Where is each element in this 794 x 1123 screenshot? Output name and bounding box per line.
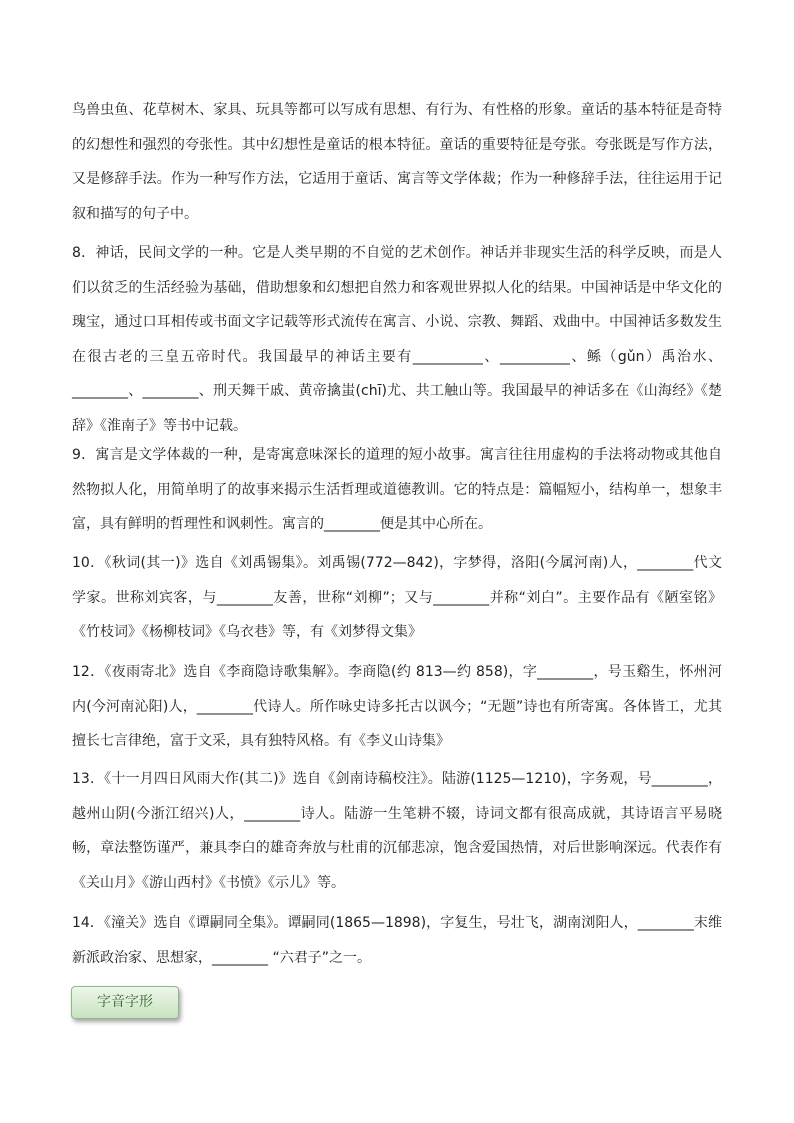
paragraph-13-lu-you: 13．《十一月四日风雨大作(其二)》选自《剑南诗稿校注》。陆游(1125—1210)，字务观，号________，越州山阴(今浙江绍兴)人，________诗人。陆游一生笔耕不辍，诗词文都有很高成就，其诗语言平易晓畅，章法整饬谨严，兼具李白的雄奇奔放与杜甫的沉郁悲凉，饱含爱国热情，对后世影响深远。代表作有《关山月》《游山西村》《书愤》《示儿》等。 — [72, 771, 722, 891]
pronunciation-section-button[interactable]: 字音字形 — [71, 986, 179, 1019]
paragraph-8-myth: 8．神话，民间文学的一种。它是人类早期的不自觉的艺术创作。神话并非现实生活的科学反映，而是人们以贫乏的生活经验为基础，借助想象和幻想把自然力和客观世界拟人化的结果。中国神话是中华文化的瑰宝，通过口耳相传或书面文字记载等形式流传在寓言、小说、宗教、舞蹈、戏曲中。中国神话多数发生在很古老的三皇五帝时代。我国最早的神话主要有__________、__________、鲧（gǔn）禹治水、________、________、刑天舞干戚、黄帝擒蚩(chī)尤、共工触山等。我国最早的神话多在《山海经》《楚辞》《淮南子》等书中记载。 — [72, 245, 722, 434]
paragraph-10-liu-yuxi: 10．《秋词(其一)》选自《刘禹锡集》。刘禹锡(772—842)，字梦得，洛阳(今属河南)人，________代文学家。世称刘宾客，与________友善，世称“刘柳”；又与________并称“刘白”。主要作品有《陋室铭》《竹枝词》《杨柳枝词》《乌衣巷》等，有《刘梦得文集》 — [72, 555, 722, 640]
paragraph-12-li-shangyin: 12．《夜雨寄北》选自《李商隐诗歌集解》。李商隐(约 813—约 858)，字________，号玉谿生，怀州河内(今河南沁阳)人，________代诗人。所作咏史诗多托古以讽今；“无题”诗也有所寄寓。各体皆工，尤其擅长七言律绝，富于文采，具有独特风格。有《李义山诗集》 — [72, 664, 722, 749]
paragraph-fairy-tale: 鸟兽虫鱼、花草树木、家具、玩具等都可以写成有思想、有行为、有性格的形象。童话的基本特征是奇特的幻想性和强烈的夸张性。其中幻想性是童话的根本特征。童话的重要特征是夸张。夸张既是写作方法，又是修辞手法。作为一种写作方法，它适用于童话、寓言等文学体裁；作为一种修辞手法，往往运用于记叙和描写的句子中。 — [72, 102, 722, 222]
paragraph-9-fable: 9．寓言是文学体裁的一种，是寄寓意味深长的道理的短小故事。寓言往往用虚构的手法将动物或其他自然物拟人化，用简单明了的故事来揭示生活哲理或道德教训。它的特点是：篇幅短小，结构单一，想象丰富，具有鲜明的哲理性和讽刺性。寓言的________便是其中心所在。 — [72, 447, 722, 532]
paragraph-14-tan-sitong: 14．《潼关》选自《谭嗣同全集》。谭嗣同(1865—1898)，字复生，号壮飞，湖南浏阳人，________末维新派政治家、思想家，________ “六君子”之一。 — [72, 915, 722, 966]
